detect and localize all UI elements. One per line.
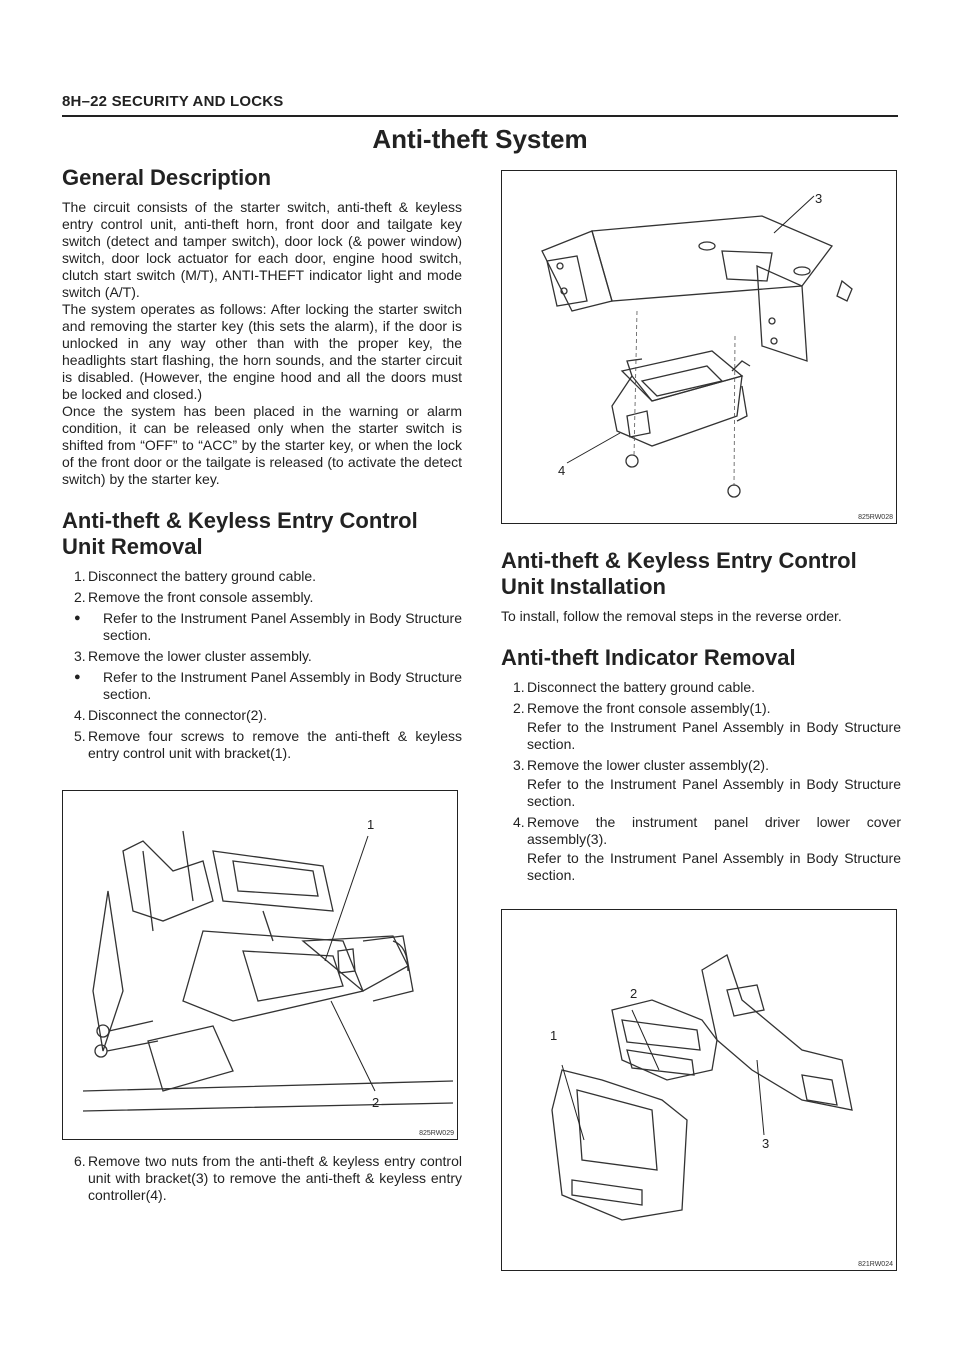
figure-code: 821RW024 (858, 1261, 893, 1268)
indicator-step-1: 1. Disconnect the battery ground cable. (513, 679, 756, 695)
removal-steps-continued (62, 1153, 462, 1204)
removal-step-5: 5. Remove four screws to remove the anti-theft & keyless entry control unit with bracket(1). (74, 728, 462, 761)
indicator-removal-heading: Anti-theft Indicator Removal (501, 645, 796, 670)
callout-2: 2 (372, 1095, 380, 1110)
indicator-step-4-note: Refer to the Instrument Panel Assembly in Body Structure section. (527, 850, 901, 883)
general-paragraph-2: The system operates as follows: After locking the starter switch and removing the starter key (this sets the alarm), if the door is unlocked in any way other than with the proper key, the headlights start flashing, the horn sounds, and the starter circuit is disabled. (However, the engine hood and all the doors must be locked and closed.) (62, 301, 462, 402)
left-column-continued (62, 1153, 462, 1208)
removal-step-4: 4. Disconnect the connector(2). (74, 707, 267, 723)
callout-2: 2 (630, 986, 638, 1001)
bracket-removal-illustration (63, 791, 457, 1139)
removal-heading: Anti-theft & Keyless Entry Control Unit Removal (62, 508, 418, 559)
indicator-step-2: 2. Remove the front console assembly(1). Refer to the Instrument Panel Assembly in Body Structure section. (513, 700, 901, 752)
removal-step-3-note: ● Refer to the Instrument Panel Assembly in Body Structure section. (74, 669, 462, 702)
left-column (62, 165, 462, 766)
page-title: Anti-theft System (372, 124, 588, 154)
installation-heading: Anti-theft & Keyless Entry Control Unit Installation (501, 548, 857, 599)
callout-4: 4 (558, 463, 566, 478)
indicator-step-3-note: Refer to the Instrument Panel Assembly in Body Structure section. (527, 776, 901, 809)
removal-step-3: 3. Remove the lower cluster assembly. (74, 648, 312, 664)
header-rule (62, 115, 898, 117)
removal-step-6: 6. Remove two nuts from the anti-theft & keyless entry control unit with bracket(3) to remove the anti-theft & keyless entry controller(4). (74, 1153, 462, 1203)
general-paragraph-3: Once the system has been placed in the warning or alarm condition, it can be released only when the starter switch is shifted from “OFF” to “ACC” by the starter key, or when the lock of the front door or the tailgate is released (to activate the detect switch) by the starter key. (62, 403, 462, 487)
right-column (501, 548, 901, 888)
removal-step-2: 2. Remove the front console assembly. (74, 589, 314, 605)
removal-step-1: 1. Disconnect the battery ground cable. (74, 568, 317, 584)
indicator-step-2-note: Refer to the Instrument Panel Assembly in Body Structure section. (527, 719, 901, 752)
callout-1: 1 (550, 1028, 558, 1043)
callout-3: 3 (815, 191, 823, 206)
indicator-step-3: 3. Remove the lower cluster assembly(2). Refer to the Instrument Panel Assembly in Body Structure section. (513, 757, 901, 809)
bullet-icon: ● (74, 671, 81, 683)
callout-3: 3 (762, 1136, 770, 1151)
figure-bracket-removal (62, 790, 458, 1140)
callout-1: 1 (367, 817, 375, 832)
figure-code: 825RW029 (419, 1130, 454, 1137)
removal-step-2-note: ● Refer to the Instrument Panel Assembly in Body Structure section. (74, 610, 462, 643)
figure-controller-bracket (501, 170, 897, 524)
indicator-step-4: 4. Remove the instrument panel driver lower cover assembly(3). Refer to the Instrument Panel Assembly in Body Structure section. (513, 814, 901, 883)
installation-text: To install, follow the removal steps in the reverse order. (501, 608, 842, 624)
indicator-steps (501, 679, 901, 884)
general-paragraph-1: The circuit consists of the starter switch, anti-theft & keyless entry control unit, anti-theft horn, front door and tailgate key switch (detect and tamper switch), door lock (& power window) switch, door lock actuator for each door, engine hood switch, clutch start switch (M/T), ANTI-THEFT indicator light and mode switch (A/T). (62, 199, 462, 300)
general-description-heading: General Description (62, 165, 272, 190)
figure-code: 825RW028 (858, 514, 893, 521)
console-parts-illustration (502, 910, 896, 1270)
bullet-icon: ● (74, 612, 81, 624)
page-header: 8H–22 SECURITY AND LOCKS (62, 93, 284, 110)
figure-console-parts (501, 909, 897, 1271)
removal-steps (62, 568, 462, 762)
